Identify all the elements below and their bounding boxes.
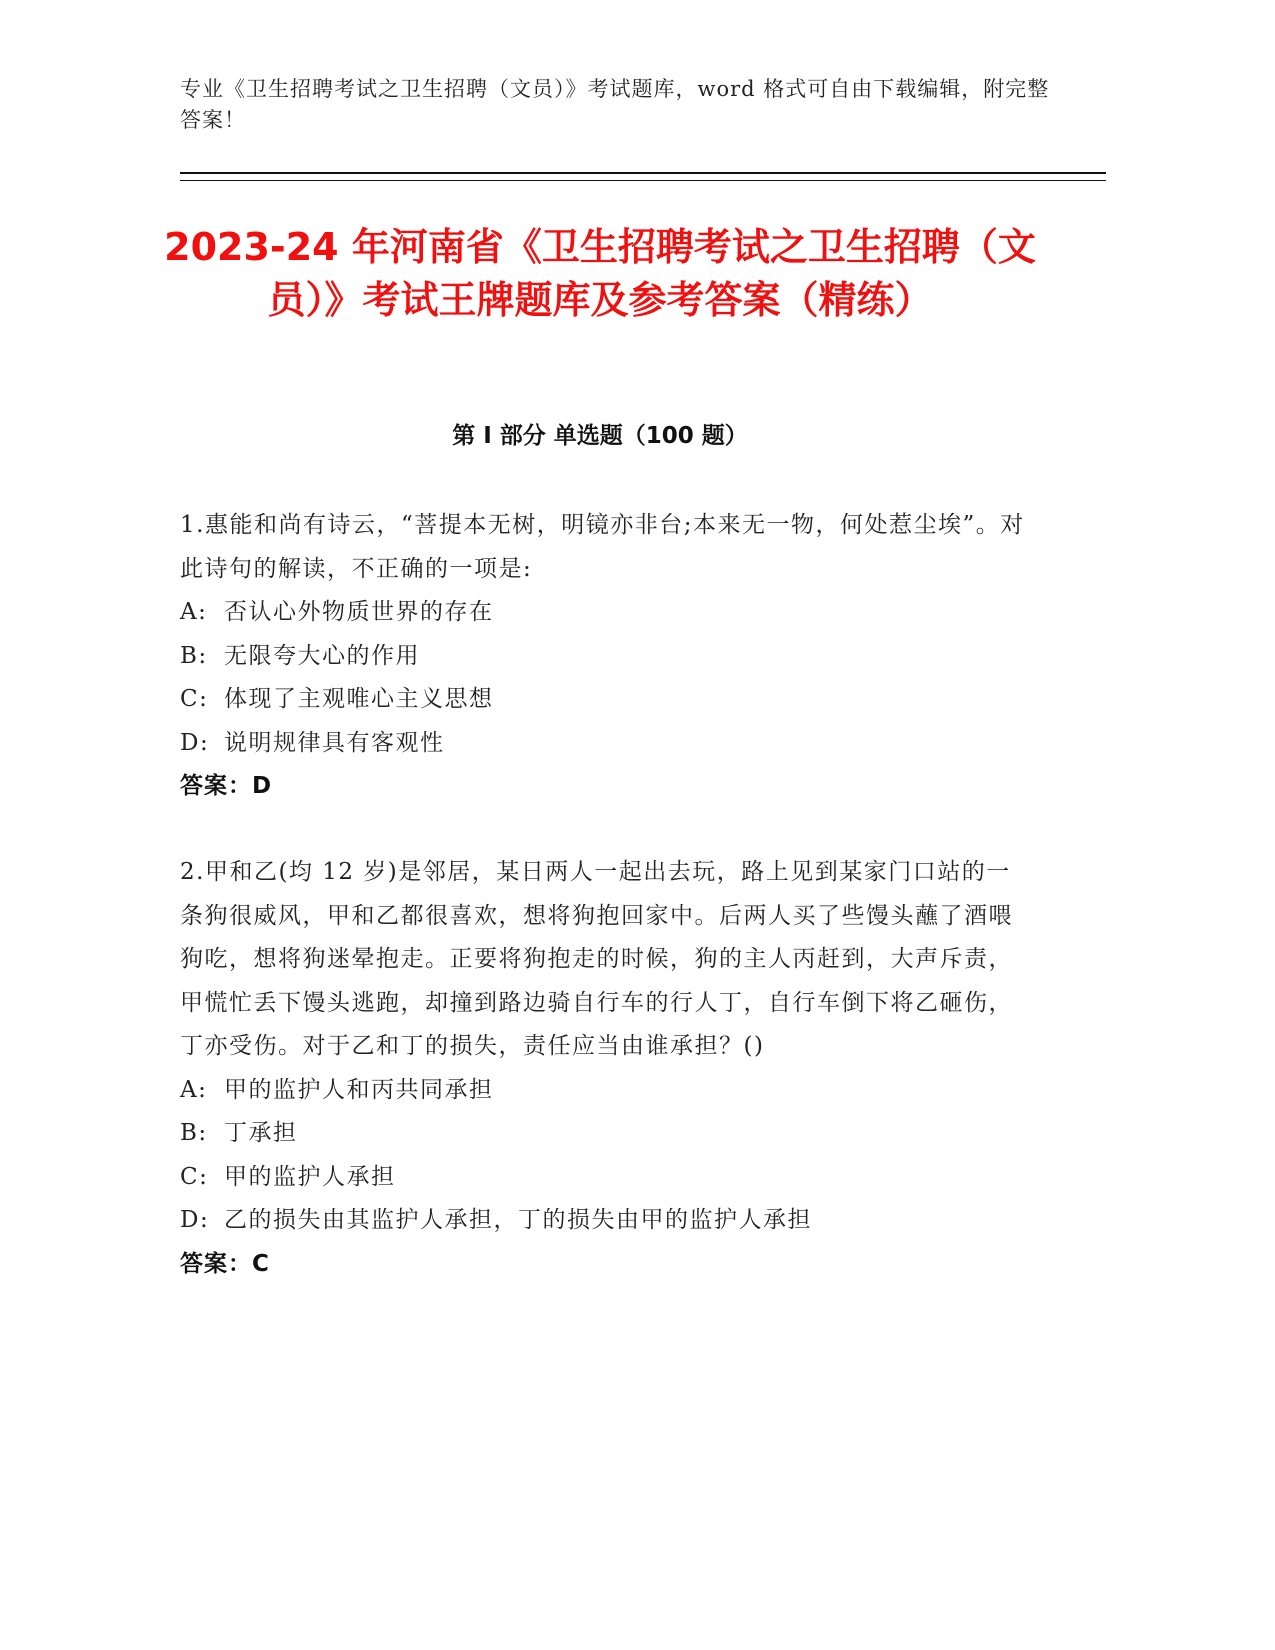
- answer-line: 答案：C: [180, 1250, 270, 1277]
- question-1: [180, 504, 1030, 809]
- option-b: [180, 635, 1030, 679]
- option-d: [180, 1199, 1030, 1243]
- option-key: D:: [180, 1207, 210, 1233]
- option-text: 否认心外物质世界的存在: [224, 599, 494, 625]
- option-key: C:: [180, 686, 209, 712]
- option-text: 说明规律具有客观性: [224, 729, 445, 756]
- option-a: [180, 591, 1030, 635]
- option-key: A:: [180, 1076, 208, 1103]
- question-stem: 2.甲和乙(均 12 岁)是邻居，某日两人一起出去玩，路上见到某家门口站的一条狗很威风，甲和乙都很喜欢，想将狗抱回家中。后两人买了些馒头蘸了酒喂狗吃，想将狗迷晕抱走。正要将狗抱走的时候，狗的主人丙赶到，大声斥责，甲慌忙丢下馒头逃跑，却撞到路边骑自行车的行人丁，自行车倒下将乙砸伤，丁亦受伤。对于乙和丁的损失，责任应当由谁承担？(): [180, 859, 1013, 1059]
- question-2: [180, 851, 1030, 1286]
- option-c: [180, 1156, 1030, 1200]
- document-title: 2023-24 年河南省《卫生招聘考试之卫生招聘（文员）》考试王牌题库及参考答案（精练）: [164, 225, 1036, 322]
- question-stem: 1.惠能和尚有诗云，“菩提本无树，明镜亦非台;本来无一物，何处惹尘埃”。对此诗句的解读，不正确的一项是:: [180, 512, 1025, 582]
- option-text: 甲的监护人承担: [224, 1163, 396, 1190]
- option-text: 乙的损失由其监护人承担，丁的损失由甲的监护人承担: [224, 1207, 812, 1233]
- option-key: A:: [180, 599, 208, 625]
- section-heading: 第 I 部分 单选题（100 题）: [452, 423, 748, 449]
- option-text: 甲的监护人和丙共同承担: [224, 1076, 494, 1103]
- option-key: B:: [180, 1120, 208, 1146]
- header-rule-thick: [180, 172, 1106, 174]
- option-key: B:: [180, 642, 208, 669]
- option-b: [180, 1112, 1030, 1156]
- option-c: [180, 678, 1030, 722]
- answer-line: 答案：D: [180, 773, 273, 799]
- option-key: D:: [180, 729, 210, 756]
- option-key: C:: [180, 1163, 209, 1190]
- option-text: 丁承担: [224, 1120, 298, 1146]
- header-rule-thin: [180, 180, 1106, 181]
- header-note: 专业《卫生招聘考试之卫生招聘（文员）》考试题库，word 格式可自由下载编辑，附完整答案！: [180, 77, 1050, 132]
- option-d: [180, 722, 1030, 766]
- option-text: 无限夸大心的作用: [224, 642, 420, 669]
- option-text: 体现了主观唯心主义思想: [224, 686, 494, 712]
- option-a: [180, 1069, 1030, 1113]
